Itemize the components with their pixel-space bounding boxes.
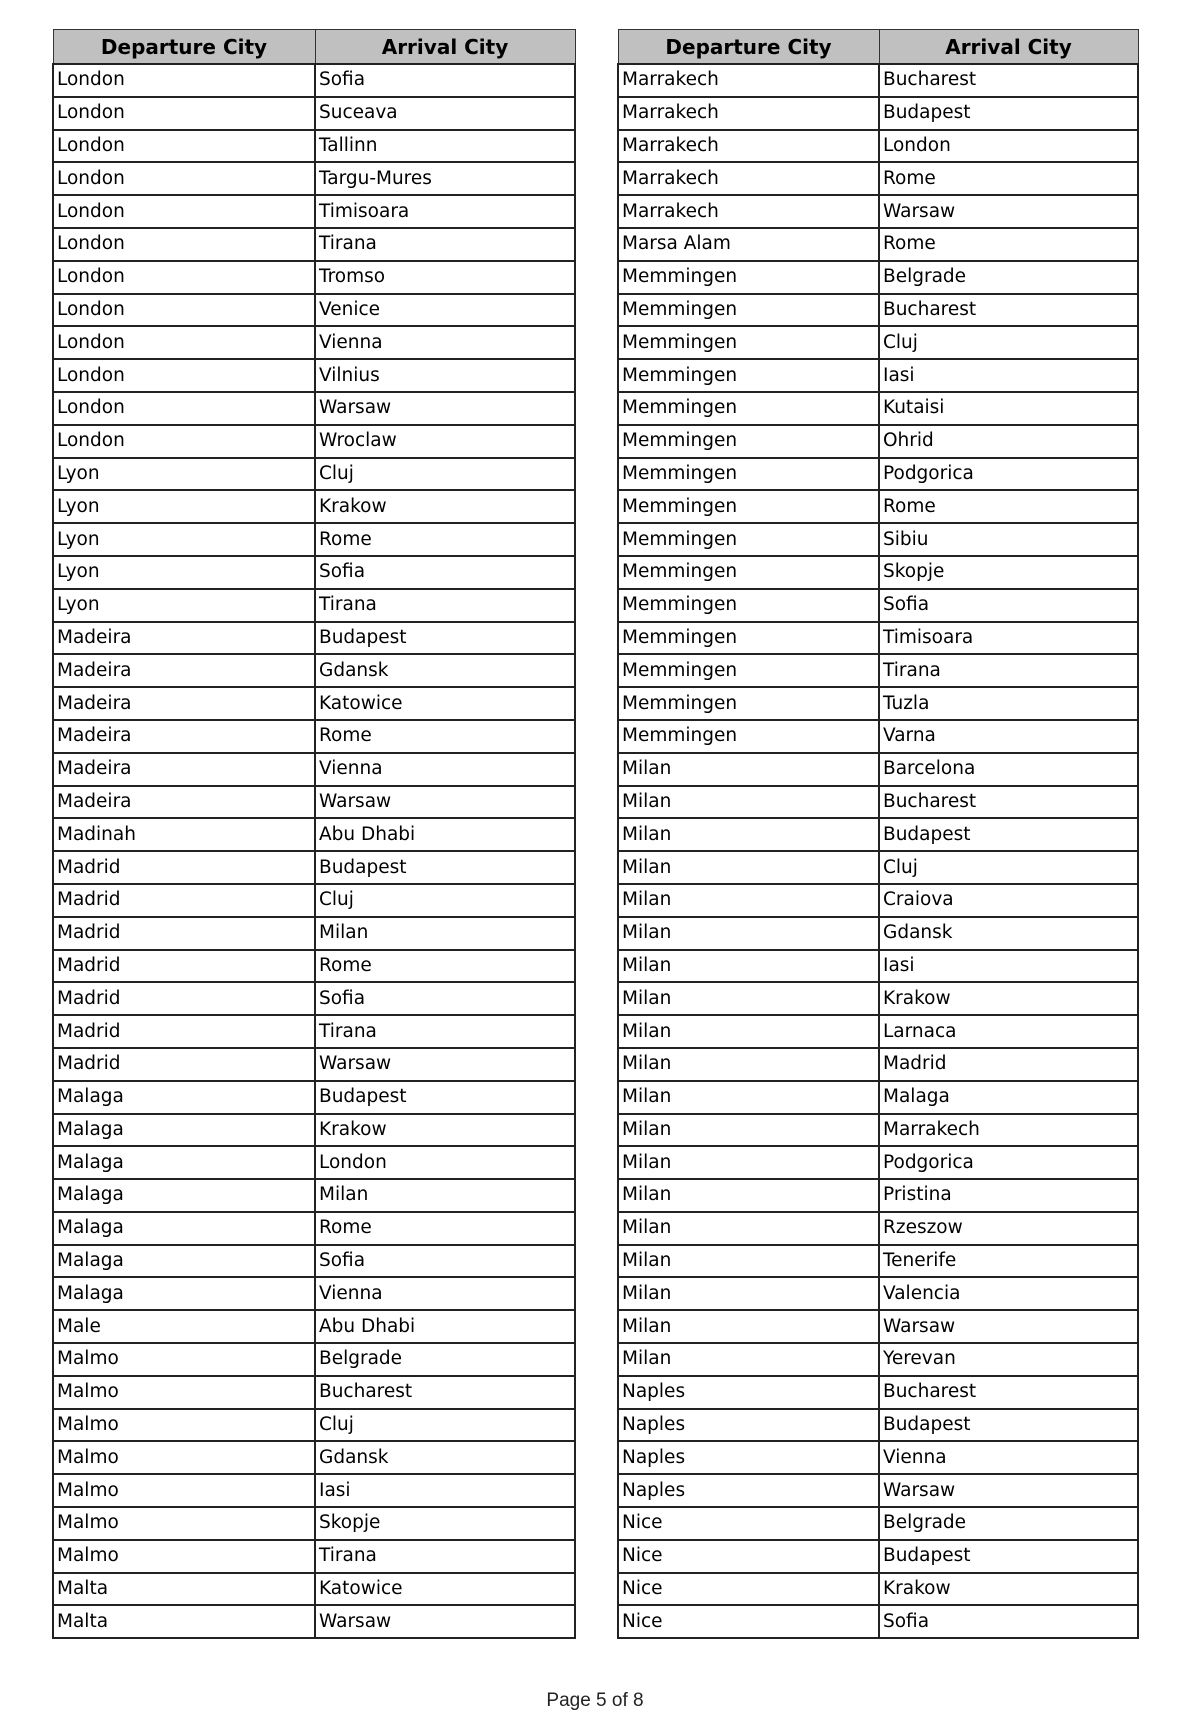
departure-city-cell: Milan [618, 753, 879, 786]
arrival-city-cell: Abu Dhabi [315, 818, 575, 851]
table-row [53, 1474, 575, 1507]
table-row [53, 392, 575, 425]
arrival-city-cell: Timisoara [315, 195, 575, 228]
arrival-city-cell: London [879, 130, 1138, 163]
table-row [618, 1310, 1138, 1343]
departure-city-cell: Madrid [53, 1048, 315, 1081]
arrival-city-cell: Rome [315, 720, 575, 753]
arrival-city-cell: Cluj [315, 1409, 575, 1442]
departure-city-cell: Lyon [53, 458, 315, 491]
table-row [53, 228, 575, 261]
arrival-city-cell: Madrid [879, 1048, 1138, 1081]
arrival-city-cell: Krakow [315, 490, 575, 523]
arrival-city-cell: Tromso [315, 261, 575, 294]
arrival-city-cell: Cluj [879, 851, 1138, 884]
table-row [53, 654, 575, 687]
table-row [53, 359, 575, 392]
table-row [618, 1146, 1138, 1179]
table-row [618, 556, 1138, 589]
departure-city-cell: Naples [618, 1409, 879, 1442]
table-row [618, 1114, 1138, 1147]
departure-city-cell: Madeira [53, 720, 315, 753]
arrival-city-cell: Bucharest [879, 1376, 1138, 1409]
departure-city-cell: Milan [618, 1212, 879, 1245]
table-row [618, 654, 1138, 687]
table-row [618, 950, 1138, 983]
table-row [53, 425, 575, 458]
departure-city-cell: London [53, 195, 315, 228]
arrival-city-cell: Wroclaw [315, 425, 575, 458]
table-row [53, 64, 575, 97]
arrival-city-cell: Warsaw [315, 1048, 575, 1081]
table-row [53, 884, 575, 917]
departure-city-cell: Naples [618, 1474, 879, 1507]
departure-city-cell: Memmingen [618, 687, 879, 720]
table-row [618, 884, 1138, 917]
table-row [618, 1179, 1138, 1212]
arrival-city-cell: Warsaw [315, 392, 575, 425]
arrival-city-cell: Rome [879, 490, 1138, 523]
table-row [618, 195, 1138, 228]
departure-city-cell: Malmo [53, 1409, 315, 1442]
table-row [53, 1343, 575, 1376]
departure-city-cell: Madrid [53, 917, 315, 950]
arrival-city-cell: Tirana [315, 1540, 575, 1573]
table-row [53, 982, 575, 1015]
arrival-city-cell: Vilnius [315, 359, 575, 392]
table-body-left [53, 64, 575, 1638]
table-row [618, 753, 1138, 786]
table-row [53, 1376, 575, 1409]
arrival-city-cell: Tirana [315, 1015, 575, 1048]
routes-table-right [617, 29, 1139, 1639]
departure-city-cell: Memmingen [618, 654, 879, 687]
table-row [53, 720, 575, 753]
table-row [618, 1245, 1138, 1278]
arrival-city-cell: Tallinn [315, 130, 575, 163]
table-row [53, 687, 575, 720]
arrival-city-cell: Budapest [315, 851, 575, 884]
arrival-city-cell: Cluj [315, 458, 575, 491]
departure-city-cell: Nice [618, 1605, 879, 1638]
table-row [618, 1376, 1138, 1409]
departure-city-cell: Malaga [53, 1081, 315, 1114]
departure-city-cell: Madrid [53, 950, 315, 983]
departure-city-cell: Milan [618, 950, 879, 983]
table-row [618, 326, 1138, 359]
departure-city-cell: London [53, 228, 315, 261]
arrival-city-cell: Craiova [879, 884, 1138, 917]
arrival-city-cell: Rome [879, 228, 1138, 261]
departure-city-cell: London [53, 130, 315, 163]
table-row [618, 1048, 1138, 1081]
arrival-city-cell: Krakow [879, 982, 1138, 1015]
arrival-city-cell: Budapest [879, 1540, 1138, 1573]
arrival-city-cell: Iasi [879, 950, 1138, 983]
arrival-city-header: Arrival City [879, 30, 1138, 65]
departure-city-cell: Malmo [53, 1376, 315, 1409]
table-row [618, 294, 1138, 327]
arrival-city-cell: Kutaisi [879, 392, 1138, 425]
arrival-city-cell: Katowice [315, 1573, 575, 1606]
table-row [618, 687, 1138, 720]
table-header-row [53, 30, 575, 65]
departure-city-cell: Marrakech [618, 195, 879, 228]
table-row [618, 1277, 1138, 1310]
departure-city-cell: Milan [618, 884, 879, 917]
table-row [53, 458, 575, 491]
arrival-city-cell: Iasi [315, 1474, 575, 1507]
table-row [53, 917, 575, 950]
page-number: Page 5 of 8 [546, 1690, 644, 1711]
departure-city-cell: Malmo [53, 1507, 315, 1540]
table-row [618, 1605, 1138, 1638]
table-row [53, 1605, 575, 1638]
arrival-city-cell: Warsaw [315, 786, 575, 819]
table-row [618, 982, 1138, 1015]
departure-city-cell: Milan [618, 851, 879, 884]
arrival-city-cell: Belgrade [879, 1507, 1138, 1540]
table-row [618, 425, 1138, 458]
arrival-city-cell: Vienna [315, 753, 575, 786]
departure-city-cell: Malta [53, 1573, 315, 1606]
arrival-city-cell: Varna [879, 720, 1138, 753]
departure-city-cell: Madeira [53, 654, 315, 687]
departure-city-cell: Memmingen [618, 425, 879, 458]
departure-city-cell: Marrakech [618, 97, 879, 130]
departure-city-cell: Lyon [53, 589, 315, 622]
arrival-city-cell: Budapest [879, 818, 1138, 851]
departure-city-cell: Madinah [53, 818, 315, 851]
departure-city-cell: Madrid [53, 851, 315, 884]
table-header-row [618, 30, 1138, 65]
departure-city-cell: Malmo [53, 1343, 315, 1376]
arrival-city-cell: Tirana [315, 589, 575, 622]
departure-city-cell: Madeira [53, 753, 315, 786]
arrival-city-cell: Podgorica [879, 1146, 1138, 1179]
departure-city-cell: Nice [618, 1540, 879, 1573]
table-row [618, 490, 1138, 523]
arrival-city-cell: Bucharest [879, 64, 1138, 97]
arrival-city-cell: Tenerife [879, 1245, 1138, 1278]
table-row [618, 228, 1138, 261]
table-row [618, 130, 1138, 163]
departure-city-cell: Milan [618, 1048, 879, 1081]
arrival-city-cell: Tuzla [879, 687, 1138, 720]
departure-city-cell: Malaga [53, 1146, 315, 1179]
table-row [53, 1310, 575, 1343]
arrival-city-cell: Yerevan [879, 1343, 1138, 1376]
departure-city-cell: Madeira [53, 687, 315, 720]
departure-city-cell: Malta [53, 1605, 315, 1638]
table-row [53, 162, 575, 195]
table-row [53, 195, 575, 228]
arrival-city-cell: Targu-Mures [315, 162, 575, 195]
arrival-city-cell: Sofia [879, 1605, 1138, 1638]
departure-city-cell: Malaga [53, 1212, 315, 1245]
arrival-city-header: Arrival City [315, 30, 575, 65]
table-row [53, 950, 575, 983]
departure-city-cell: Naples [618, 1376, 879, 1409]
departure-city-cell: London [53, 64, 315, 97]
arrival-city-cell: Bucharest [315, 1376, 575, 1409]
departure-city-cell: Milan [618, 917, 879, 950]
table-row [618, 359, 1138, 392]
arrival-city-cell: Iasi [879, 359, 1138, 392]
arrival-city-cell: Warsaw [879, 195, 1138, 228]
arrival-city-cell: Suceava [315, 97, 575, 130]
departure-city-cell: Milan [618, 818, 879, 851]
departure-city-cell: Memmingen [618, 458, 879, 491]
table-row [53, 589, 575, 622]
table-row [53, 1114, 575, 1147]
table-row [618, 392, 1138, 425]
table-row [53, 1409, 575, 1442]
table-row [53, 1081, 575, 1114]
table-row [618, 1343, 1138, 1376]
table-row [53, 1507, 575, 1540]
arrival-city-cell: Vienna [315, 1277, 575, 1310]
departure-city-cell: Memmingen [618, 622, 879, 655]
table-row [53, 622, 575, 655]
departure-city-cell: Lyon [53, 523, 315, 556]
arrival-city-cell: Vienna [879, 1441, 1138, 1474]
departure-city-cell: Memmingen [618, 523, 879, 556]
table-row [53, 1277, 575, 1310]
table-row [53, 556, 575, 589]
arrival-city-cell: Skopje [879, 556, 1138, 589]
departure-city-cell: Madrid [53, 1015, 315, 1048]
arrival-city-cell: Rome [315, 1212, 575, 1245]
table-row [618, 261, 1138, 294]
departure-city-cell: Milan [618, 1015, 879, 1048]
departure-city-cell: Memmingen [618, 556, 879, 589]
table-row [618, 720, 1138, 753]
departure-city-cell: London [53, 162, 315, 195]
departure-city-cell: London [53, 392, 315, 425]
departure-city-cell: Milan [618, 1277, 879, 1310]
arrival-city-cell: Barcelona [879, 753, 1138, 786]
table-row [618, 818, 1138, 851]
departure-city-cell: Memmingen [618, 294, 879, 327]
arrival-city-cell: Warsaw [879, 1310, 1138, 1343]
arrival-city-cell: Gdansk [315, 654, 575, 687]
table-row [618, 1573, 1138, 1606]
departure-city-cell: Madrid [53, 982, 315, 1015]
departure-city-cell: London [53, 261, 315, 294]
departure-city-cell: Milan [618, 1179, 879, 1212]
arrival-city-cell: Bucharest [879, 786, 1138, 819]
routes-table-left [52, 29, 576, 1639]
arrival-city-cell: Warsaw [315, 1605, 575, 1638]
departure-city-cell: Lyon [53, 490, 315, 523]
arrival-city-cell: Sibiu [879, 523, 1138, 556]
table-row [53, 818, 575, 851]
arrival-city-cell: Budapest [315, 1081, 575, 1114]
arrival-city-cell: Budapest [315, 622, 575, 655]
departure-city-cell: Memmingen [618, 359, 879, 392]
departure-city-cell: Memmingen [618, 326, 879, 359]
departure-city-cell: Memmingen [618, 589, 879, 622]
arrival-city-cell: Skopje [315, 1507, 575, 1540]
table-row [618, 917, 1138, 950]
departure-city-cell: Nice [618, 1573, 879, 1606]
departure-city-cell: Malaga [53, 1277, 315, 1310]
departure-city-cell: Malmo [53, 1441, 315, 1474]
departure-city-header: Departure City [618, 30, 879, 65]
table-row [53, 1048, 575, 1081]
arrival-city-cell: Sofia [879, 589, 1138, 622]
table-row [53, 97, 575, 130]
table-row [53, 851, 575, 884]
arrival-city-cell: Marrakech [879, 1114, 1138, 1147]
departure-city-cell: Malaga [53, 1114, 315, 1147]
departure-city-cell: Malaga [53, 1179, 315, 1212]
departure-city-header: Departure City [53, 30, 315, 65]
departure-city-cell: Marsa Alam [618, 228, 879, 261]
departure-city-cell: Milan [618, 786, 879, 819]
arrival-city-cell: Tirana [879, 654, 1138, 687]
departure-city-cell: Madeira [53, 622, 315, 655]
departure-city-cell: Milan [618, 1114, 879, 1147]
arrival-city-cell: Krakow [879, 1573, 1138, 1606]
arrival-city-cell: Gdansk [879, 917, 1138, 950]
table-row [53, 1015, 575, 1048]
table-row [618, 1212, 1138, 1245]
arrival-city-cell: Budapest [879, 1409, 1138, 1442]
table-row [53, 1245, 575, 1278]
arrival-city-cell: Katowice [315, 687, 575, 720]
table-row [53, 753, 575, 786]
departure-city-cell: Malmo [53, 1474, 315, 1507]
arrival-city-cell: Rome [315, 523, 575, 556]
arrival-city-cell: Sofia [315, 64, 575, 97]
arrival-city-cell: Sofia [315, 982, 575, 1015]
departure-city-cell: Lyon [53, 556, 315, 589]
arrival-city-cell: Valencia [879, 1277, 1138, 1310]
departure-city-cell: Nice [618, 1507, 879, 1540]
table-row [618, 523, 1138, 556]
departure-city-cell: Madeira [53, 786, 315, 819]
table-row [618, 458, 1138, 491]
arrival-city-cell: Milan [315, 1179, 575, 1212]
arrival-city-cell: Larnaca [879, 1015, 1138, 1048]
arrival-city-cell: Cluj [315, 884, 575, 917]
table-row [618, 622, 1138, 655]
departure-city-cell: Milan [618, 1343, 879, 1376]
arrival-city-cell: Rome [879, 162, 1138, 195]
departure-city-cell: Male [53, 1310, 315, 1343]
table-body-right [618, 64, 1138, 1638]
arrival-city-cell: Podgorica [879, 458, 1138, 491]
departure-city-cell: Milan [618, 1146, 879, 1179]
table-row [618, 1015, 1138, 1048]
departure-city-cell: Marrakech [618, 162, 879, 195]
arrival-city-cell: Rome [315, 950, 575, 983]
departure-city-cell: Marrakech [618, 64, 879, 97]
table-row [53, 1540, 575, 1573]
table-row [53, 1212, 575, 1245]
table-row [53, 490, 575, 523]
arrival-city-cell: Krakow [315, 1114, 575, 1147]
table-row [618, 64, 1138, 97]
departure-city-cell: London [53, 359, 315, 392]
arrival-city-cell: Timisoara [879, 622, 1138, 655]
departure-city-cell: London [53, 294, 315, 327]
departure-city-cell: Memmingen [618, 490, 879, 523]
arrival-city-cell: Tirana [315, 228, 575, 261]
departure-city-cell: Madrid [53, 884, 315, 917]
table-row [53, 326, 575, 359]
departure-city-cell: Naples [618, 1441, 879, 1474]
arrival-city-cell: Milan [315, 917, 575, 950]
arrival-city-cell: Ohrid [879, 425, 1138, 458]
departure-city-cell: London [53, 425, 315, 458]
departure-city-cell: Milan [618, 1245, 879, 1278]
departure-city-cell: Milan [618, 1310, 879, 1343]
table-row [618, 1507, 1138, 1540]
arrival-city-cell: London [315, 1146, 575, 1179]
table-row [53, 523, 575, 556]
arrival-city-cell: Malaga [879, 1081, 1138, 1114]
arrival-city-cell: Sofia [315, 556, 575, 589]
departure-city-cell: Marrakech [618, 130, 879, 163]
table-row [618, 1540, 1138, 1573]
table-row [618, 786, 1138, 819]
departure-city-cell: Memmingen [618, 261, 879, 294]
arrival-city-cell: Gdansk [315, 1441, 575, 1474]
table-row [53, 130, 575, 163]
arrival-city-cell: Venice [315, 294, 575, 327]
arrival-city-cell: Belgrade [879, 261, 1138, 294]
departure-city-cell: London [53, 326, 315, 359]
table-row [618, 589, 1138, 622]
table-row [618, 162, 1138, 195]
departure-city-cell: Memmingen [618, 720, 879, 753]
arrival-city-cell: Belgrade [315, 1343, 575, 1376]
arrival-city-cell: Cluj [879, 326, 1138, 359]
departure-city-cell: Milan [618, 982, 879, 1015]
table-row [53, 1441, 575, 1474]
table-row [618, 851, 1138, 884]
table-row [618, 97, 1138, 130]
arrival-city-cell: Bucharest [879, 294, 1138, 327]
arrival-city-cell: Sofia [315, 1245, 575, 1278]
table-row [618, 1474, 1138, 1507]
table-row [618, 1081, 1138, 1114]
table-row [53, 261, 575, 294]
table-row [53, 1179, 575, 1212]
arrival-city-cell: Abu Dhabi [315, 1310, 575, 1343]
departure-city-cell: London [53, 97, 315, 130]
table-row [53, 1573, 575, 1606]
table-row [618, 1409, 1138, 1442]
departure-city-cell: Malaga [53, 1245, 315, 1278]
arrival-city-cell: Rzeszow [879, 1212, 1138, 1245]
table-row [53, 786, 575, 819]
departure-city-cell: Memmingen [618, 392, 879, 425]
departure-city-cell: Milan [618, 1081, 879, 1114]
table-row [53, 294, 575, 327]
arrival-city-cell: Warsaw [879, 1474, 1138, 1507]
arrival-city-cell: Budapest [879, 97, 1138, 130]
table-row [618, 1441, 1138, 1474]
arrival-city-cell: Vienna [315, 326, 575, 359]
arrival-city-cell: Pristina [879, 1179, 1138, 1212]
table-row [53, 1146, 575, 1179]
departure-city-cell: Malmo [53, 1540, 315, 1573]
